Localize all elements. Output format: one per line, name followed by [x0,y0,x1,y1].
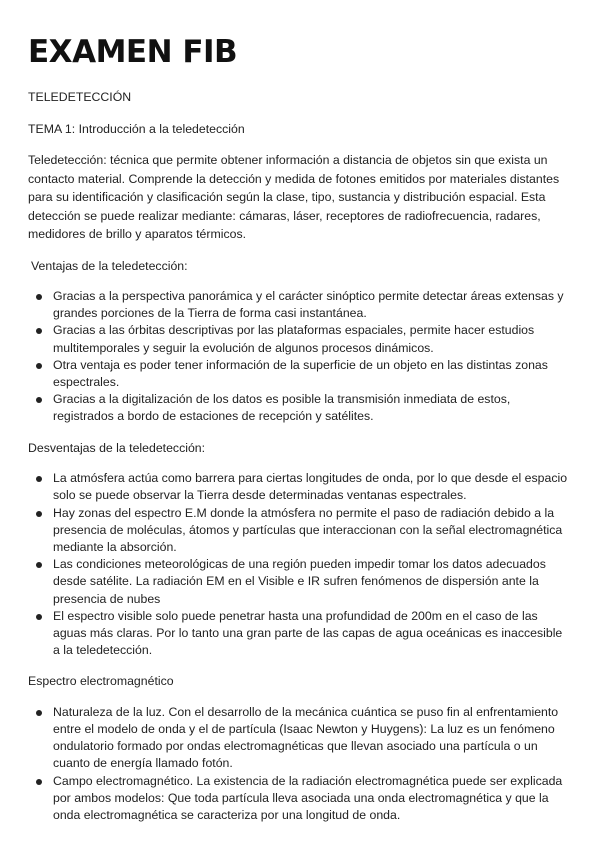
advantages-heading: Ventajas de la teledetección: [31,258,188,273]
list-item-text: Gracias a las órbitas descriptivas por las plataformas espaciales, permite hacer estudios multitemporales y seguir la evolución de algunos procesos dinámicos. [53,323,535,355]
list-item-text: El espectro visible solo puede penetrar hasta una profundidad de 200m en el caso de las aguas más claras. Por lo tanto una gran parte de las capas de agua oceánicas es inaccesible a la teledetección. [53,608,563,658]
list-item [28,608,572,660]
list-item-text: La atmósfera actúa como barrera para ciertas longitudes de onda, por lo que desde el espacio solo se puede observar la Tierra desde determinadas ventanas espectrales. [53,471,568,503]
list-item [28,288,572,322]
bullet-icon [36,397,42,403]
list-item-text: Gracias a la perspectiva panorámica y el carácter sinóptico permite detectar áreas extensas y grandes porciones de la Tierra de forma casi instantánea. [53,289,564,321]
bullet-icon [36,614,42,620]
list-item [28,556,572,608]
bullet-icon [36,476,42,482]
bullet-icon [36,294,42,300]
list-item [28,505,572,557]
document-title: EXAMEN FIB [28,34,238,70]
spectrum-list [28,704,572,824]
list-item [28,357,572,391]
disadvantages-heading: Desventajas de la teledetección: [28,440,206,455]
list-item [28,470,572,504]
list-item [28,773,572,825]
list-item-text: Las condiciones meteorológicas de una región pueden impedir tomar los datos adecuados desde satélite. La radiación EM en el Visible e IR sufren fenómenos de dispersión ante la presencia de nubes [53,557,546,606]
bullet-icon [36,328,42,334]
list-item-text: Gracias a la digitalización de los datos es posible la transmisión inmediata de estos, registrados a bordo de estaciones de recepción y satélites. [53,392,511,424]
bullet-icon [36,779,42,785]
list-item [28,704,572,773]
bullet-icon [36,511,42,517]
bullet-icon [36,363,42,369]
disadvantages-list [28,470,572,659]
spectrum-heading: Espectro electromagnético [28,674,174,689]
bullet-icon [36,562,42,568]
list-item-text: Hay zonas del espectro E.M donde la atmósfera no permite el paso de radiación debido a la presencia de moléculas, átomos y partículas que interaccionan con la señal electromagnética mediante la absorción. [53,505,563,554]
definition-paragraph: Teledetección: técnica que permite obtener información a distancia de objetos sin que exista un contacto material. Comprende la detección y medida de fotones emitidos por materiales distantes para su identificación y clasificación según la clase, tipo, sustancia y distribución espacial. Esta detección se puede realizar mediante: cámaras, láser, receptores de radiofrecuencia, radares, medidores de brillo y aparatos térmicos. [28,153,560,241]
subject-heading: TELEDETECCIÓN [28,90,132,104]
bullet-icon [36,710,42,716]
list-item-text: Otra ventaja es poder tener información de la superficie de un objeto en las distintas zonas espectrales. [53,357,548,390]
advantages-list [28,288,572,426]
topic-heading: TEMA 1: Introducción a la teledetección [28,121,245,136]
list-item-text: Campo electromagnético. La existencia de la radiación electromagnética puede ser explicada por ambos modelos: Que toda partícula lleva asociada una onda electromagnética y que la onda electromagnética se caracteriza por una longitud de onda. [53,773,563,823]
list-item [28,322,572,356]
list-item [28,391,572,425]
list-item-text: Naturaleza de la luz. Con el desarrollo de la mecánica cuántica se puso fin al enfrentamiento entre el modelo de onda y el de partícula (Isaac Newton y Huygens): La luz es un fenómeno ondulatorio formado por ondas electromagnéticas que llevan asociado una partícula o un cuanto de energía llamado fotón. [53,704,559,771]
